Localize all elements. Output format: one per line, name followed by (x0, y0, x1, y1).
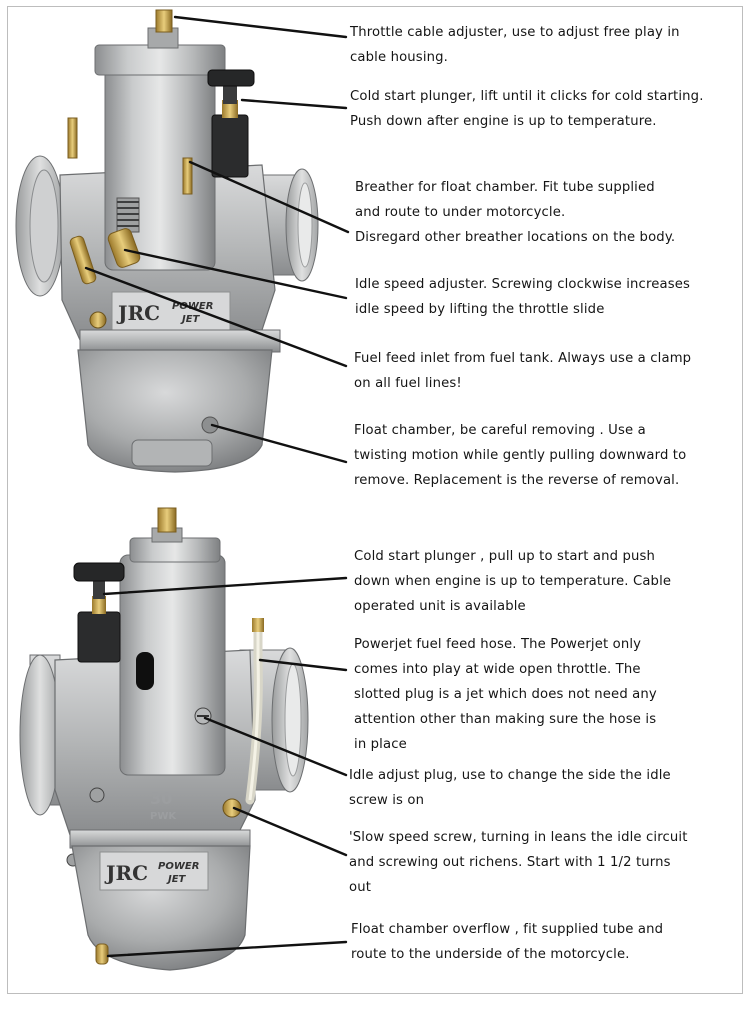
leader-cold-start-plunger (242, 100, 346, 108)
lower-throttle-cable-adjuster (158, 508, 176, 532)
lower-cold-start-plunger (74, 563, 124, 662)
lower-slow-speed-screw (223, 799, 241, 817)
callout-slow-speed-screw: 'Slow speed screw, turning in leans the idle circuit and screwing out richens. Start with 1 1/2 turns out (349, 830, 688, 895)
callout-idle-adjust-plug: Idle adjust plug, use to change the side the idle screw is on (349, 768, 671, 808)
lower-bell-left (20, 655, 60, 815)
upper-carburetor (16, 10, 318, 472)
lower-emboss-model: PWK (150, 811, 177, 822)
lower-badge-line1: POWER (158, 861, 200, 872)
callout-throttle-cable-adjuster: Throttle cable adjuster, use to adjust free play in cable housing. (350, 25, 680, 65)
upper-badge-line2: JET (182, 314, 200, 325)
lower-badge (100, 852, 208, 890)
callout-float-chamber-overflow: Float chamber overflow , fit supplied tube and route to the underside of the motorcycle. (351, 922, 664, 962)
lower-emboss-size: 30 (150, 789, 173, 808)
lower-carburetor (20, 508, 308, 970)
callout-fuel-feed-inlet: Fuel feed inlet from fuel tank. Always use a clamp on all fuel lines! (354, 351, 692, 391)
callout-idle-speed-adjuster: Idle speed adjuster. Screwing clockwise increases idle speed by lifting the throttle slide (355, 277, 691, 317)
upper-bell-mouth-left (16, 156, 64, 296)
upper-cold-start-plunger (208, 70, 254, 177)
callout-float-chamber-breather: Breather for float chamber. Fit tube supplied and route to under motorcycle. Disregard other breather locations on the body. (355, 180, 676, 245)
lower-overflow-tube (96, 944, 108, 964)
upper-badge-line1: POWER (172, 301, 214, 312)
lower-badge-brand: JRC (106, 861, 149, 885)
callout-powerjet-feed-hose: Powerjet fuel feed hose. The Powerjet only comes into play at wide open throttle. The slotted plug is a jet which does not need any attention other than making sure the hose is in place (354, 637, 657, 752)
callout-cold-start-plunger: Cold start plunger, lift until it clicks for cold starting. Push down after engine is up to temperature. (350, 89, 704, 129)
upper-badge-brand: JRC (118, 301, 161, 325)
callout-cold-start-plunger-lower: Cold start plunger , pull up to start and push down when engine is up to temperature. Cable operated unit is available (354, 549, 672, 614)
callout-float-chamber: Float chamber, be careful removing . Use a twisting motion while gently pulling downward to remove. Replacement is the reverse of removal. (354, 423, 687, 488)
leader-throttle-cable-adjuster (175, 17, 346, 37)
upper-throttle-cable-adjuster (156, 10, 172, 32)
lower-badge-line2: JET (168, 874, 186, 885)
leader-slow-speed-screw (234, 808, 346, 855)
